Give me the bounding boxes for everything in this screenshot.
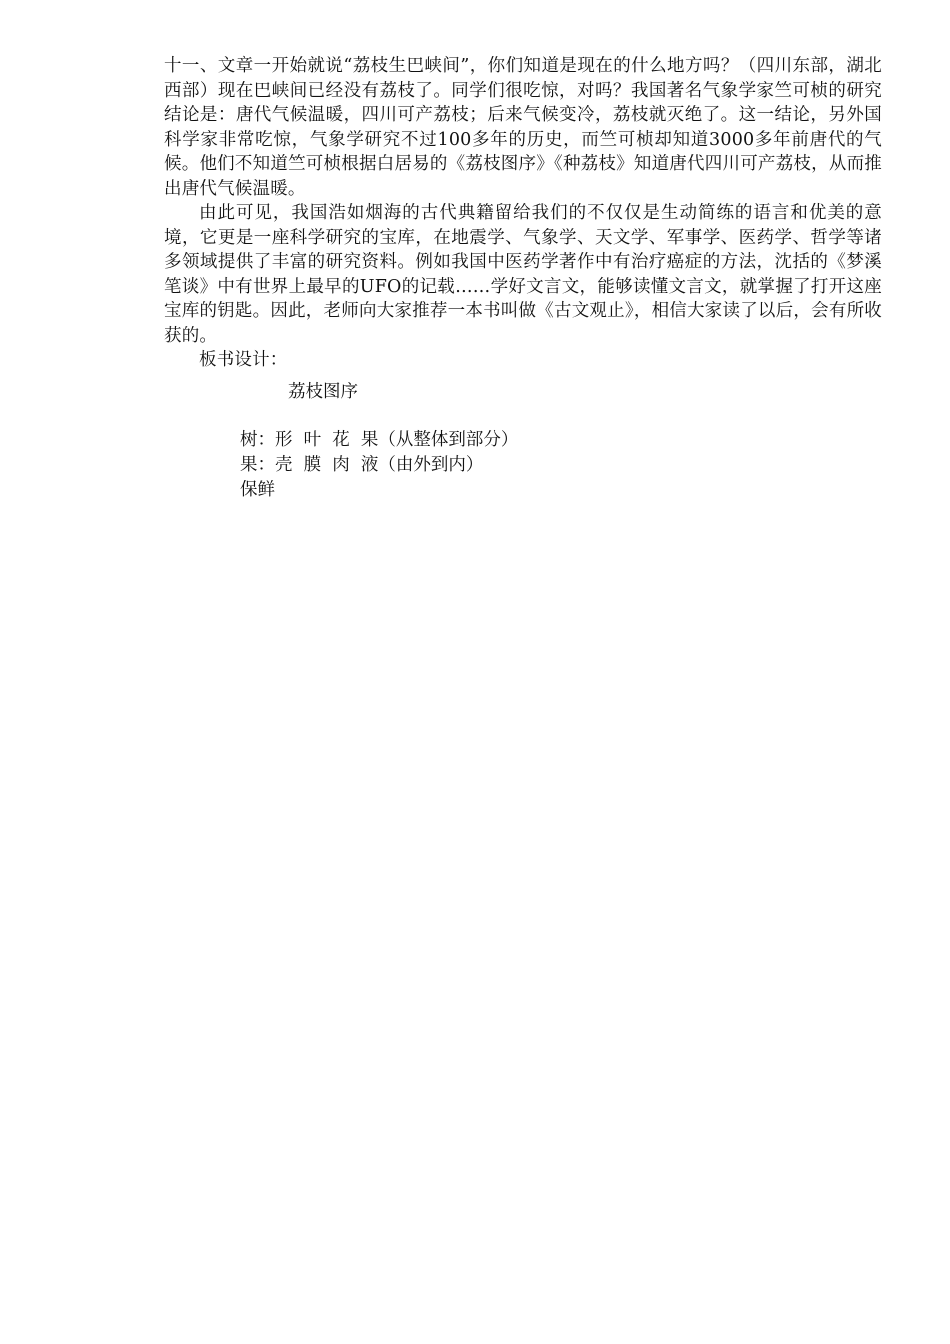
board-design-label: 板书设计： <box>199 350 288 370</box>
board-line-tree: 树：形 叶 花 果（从整体到部分） <box>240 430 519 450</box>
board-line-fruit: 果：壳 膜 肉 液（由外到内） <box>240 455 484 475</box>
board-line-preserve: 保鲜 <box>240 480 275 500</box>
paragraph-lychee-climate: 十一、文章一开始就说“荔枝生巴峡间”，你们知道是现在的什么地方吗？（四川东部，湖北西部）现在巴峡间已经没有荔枝了。同学们很吃惊，对吗？我国著名气象学家竺可桢的研究结论是：唐代气候温暖，四川可产荔枝；后来气候变冷，荔枝就灭绝了。这一结论，另外国科学家非常吃惊，气象学研究不过100多年的历史，而竺可桢却知道3000多年前唐代的气候。他们不知道竺可桢根据白居易的《荔枝图序》《种荔枝》知道唐代四川可产荔枝，从而推出唐代气候温暖。 <box>164 56 882 199</box>
board-title: 荔枝图序 <box>288 382 358 402</box>
body-text <box>164 54 882 373</box>
board-outline <box>240 428 518 503</box>
paragraph-classics-treasury: 由此可见，我国浩如烟海的古代典籍留给我们的不仅仅是生动简练的语言和优美的意境，它更是一座科学研究的宝库，在地震学、气象学、天文学、军事学、医药学、哲学等诸多领域提供了丰富的研究资料。例如我国中医药学著作中有治疗癌症的方法，沈括的《梦溪笔谈》中有世界上最早的UFO的记载……学好文言文，能够读懂文言文，就掌握了打开这座宝库的钥匙。因此，老师向大家推荐一本书叫做《古文观止》，相信大家读了以后，会有所收获的。 <box>164 203 882 346</box>
